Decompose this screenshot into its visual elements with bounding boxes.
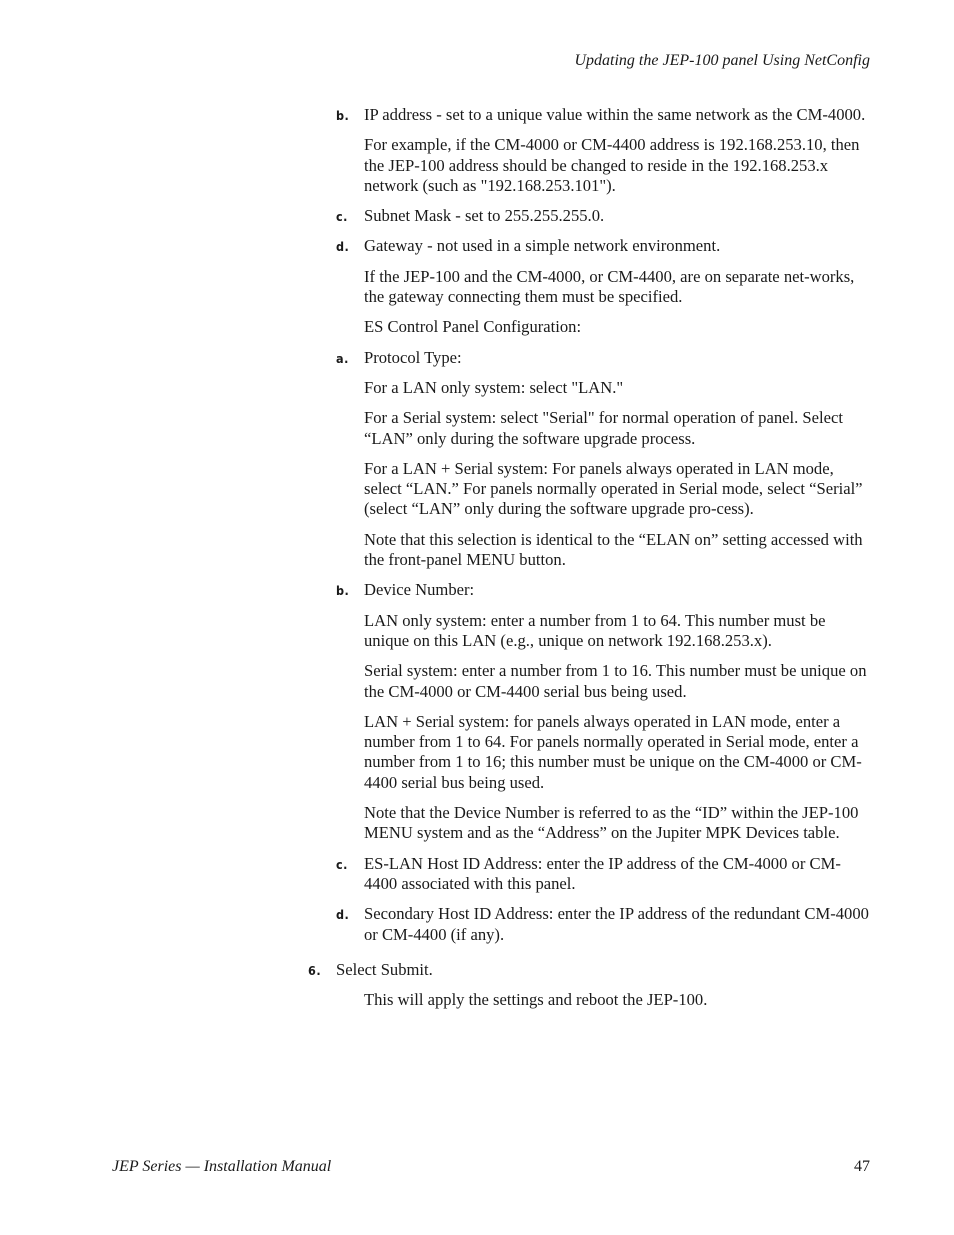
list-marker: a.	[336, 350, 349, 366]
item-text: For a LAN + Serial system: For panels always operated in LAN mode, select “LAN.” For panels normally operated in Serial mode, select “Serial” (select “LAN” only during the software upgrade pro-cess).	[364, 458, 863, 519]
item-text: Note that this selection is identical to the “ELAN on” setting accessed with the front-panel MENU button.	[364, 529, 863, 570]
list-marker: b.	[336, 583, 350, 599]
list-item-secondary-host	[336, 904, 870, 945]
list-item-device-number	[336, 580, 870, 600]
item-text: If the JEP-100 and the CM-4000, or CM-4400, are on separate net-works, the gateway connecting them must be specified.	[364, 266, 855, 307]
list-marker: b.	[336, 108, 350, 123]
item-text: For example, if the CM-4000 or CM-4400 address is 192.168.253.10, then the JEP-100 address should be changed to reside in the 192.168.253.x network (such as "192.168.253.101").	[364, 135, 860, 195]
item-text: Subnet Mask - set to 255.255.255.0.	[364, 206, 605, 226]
list-item-serial-device	[336, 661, 870, 702]
item-text: ES Control Panel Configuration:	[364, 317, 582, 337]
item-text: For a Serial system: select "Serial" for normal operation of panel. Select “LAN” only during the software upgrade process.	[364, 408, 843, 448]
page-body	[308, 105, 870, 1010]
list-marker: c.	[336, 209, 348, 225]
list-item-device-note	[336, 803, 870, 844]
list-item-gateway-note	[336, 267, 870, 308]
list-item-lan-serial	[336, 459, 870, 520]
step-select-submit	[308, 960, 870, 980]
list-item-lan-only-device	[336, 611, 870, 652]
item-text: LAN only system: enter a number from 1 to 64. This number must be unique on this LAN (e.g., unique on network 192.168.253.x).	[364, 610, 826, 650]
list-item-protocol-type	[336, 348, 870, 368]
list-item-gateway	[336, 236, 870, 256]
item-text: Secondary Host ID Address: enter the IP address of the redundant CM-4000 or CM-4400 (if any).	[364, 904, 869, 944]
item-text: Note that the Device Number is referred to as the “ID” within the JEP-100 MENU system and as the “Address” on the Jupiter MPK Devices table.	[364, 803, 859, 843]
item-text: IP address - set to a unique value within the same network as the CM-4000.	[364, 105, 866, 124]
step-text: Select Submit.	[336, 959, 433, 979]
item-text: Gateway - not used in a simple network environment.	[364, 236, 721, 256]
list-item-ip-example	[336, 135, 870, 196]
list-item-ip-address	[336, 105, 870, 125]
list-marker: c.	[336, 856, 348, 872]
item-text: Serial system: enter a number from 1 to 16. This number must be unique on the CM-4000 or CM-4400 serial bus being used.	[364, 661, 867, 701]
list-item-lan-serial-device	[336, 712, 870, 793]
list-item-elan-note	[336, 530, 870, 571]
list-item-lan-only	[336, 378, 870, 398]
footer-manual-title: JEP Series — Installation Manual	[112, 1158, 332, 1175]
list-item-es-lan-host	[336, 854, 870, 895]
item-text: For a LAN only system: select "LAN."	[364, 377, 624, 397]
section-label-es-control	[336, 317, 870, 337]
list-item-subnet-mask	[336, 206, 870, 226]
running-header: Updating the JEP-100 panel Using NetConfig	[574, 52, 870, 69]
step-number: 6.	[308, 962, 322, 978]
list-marker: d.	[336, 907, 350, 923]
list-marker: d.	[336, 239, 350, 255]
item-text: Protocol Type:	[364, 347, 462, 367]
list-item-serial	[336, 408, 870, 449]
step-followup	[336, 990, 870, 1010]
item-text: This will apply the settings and reboot the JEP-100.	[364, 990, 708, 1010]
item-text: LAN + Serial system: for panels always operated in LAN mode, enter a number from 1 to 64. For panels normally operated in Serial mode, enter a number from 1 to 16; this number must be unique on the CM-4000 or CM-4400 serial bus being used.	[364, 711, 862, 792]
page-number: 47	[854, 1158, 870, 1175]
item-text: Device Number:	[364, 580, 475, 600]
item-text: ES-LAN Host ID Address: enter the IP address of the CM-4000 or CM-4400 associated with this panel.	[364, 853, 841, 893]
